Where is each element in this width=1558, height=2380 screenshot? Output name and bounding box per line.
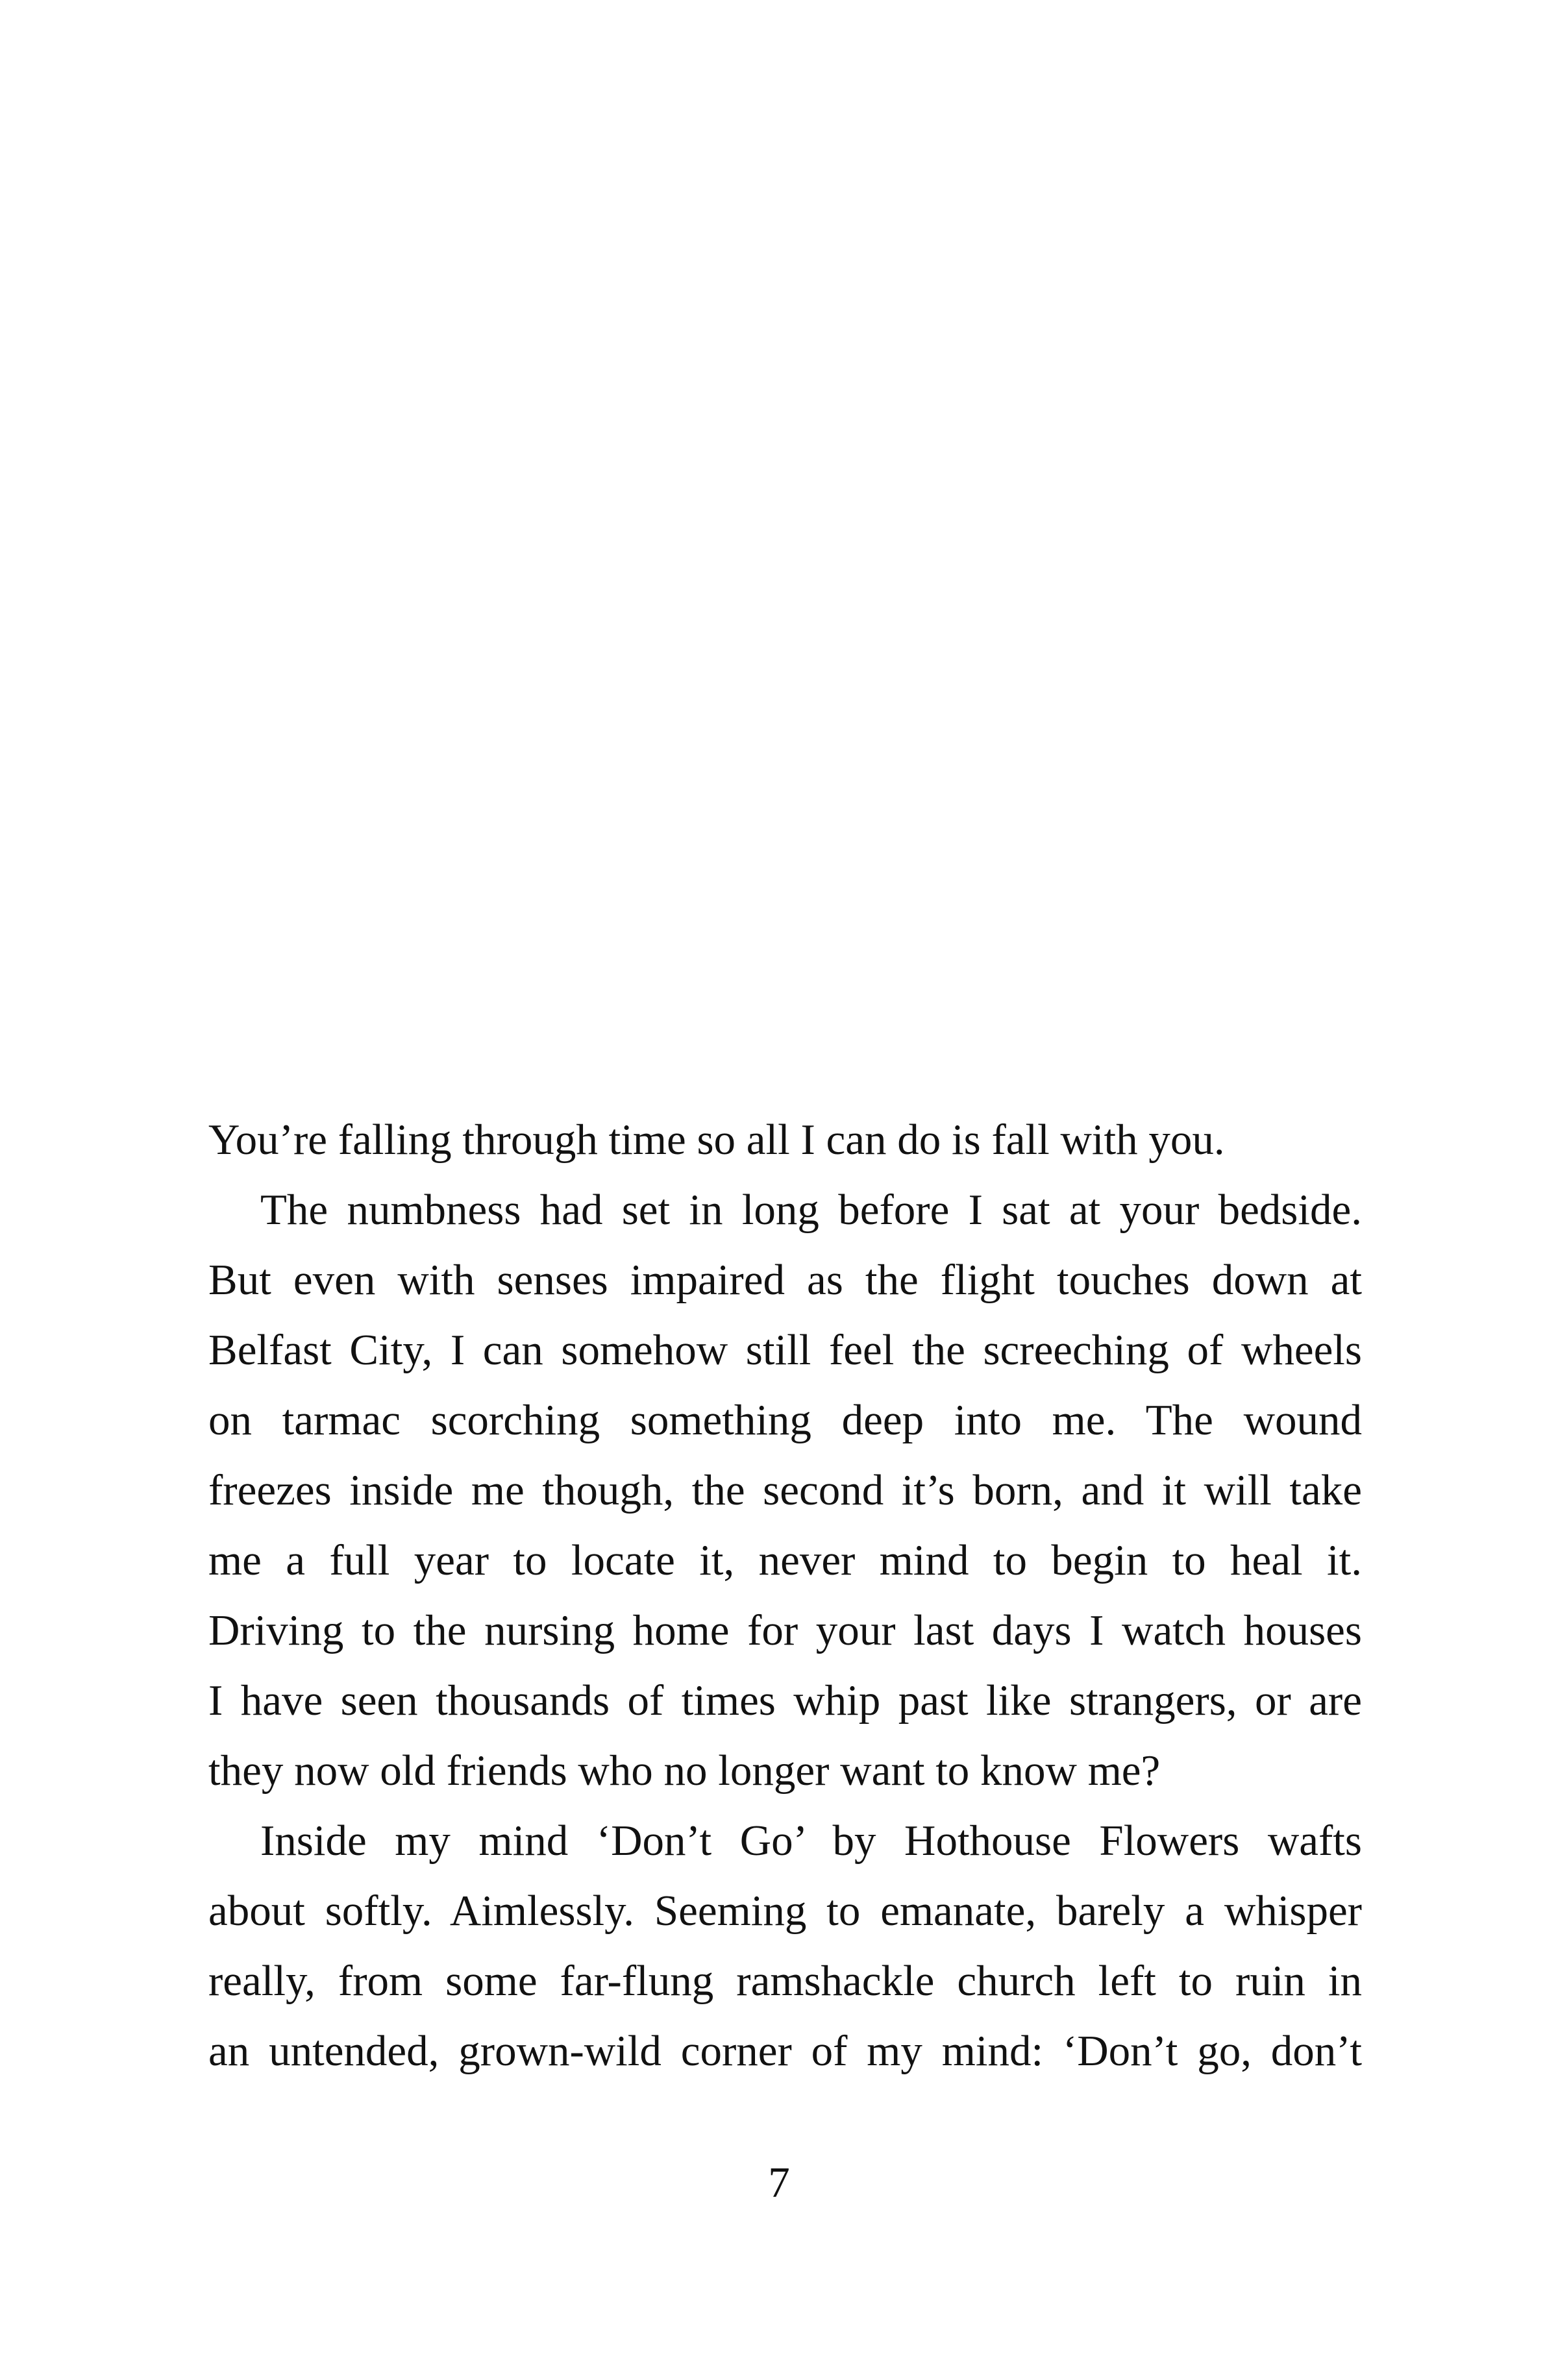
text-line: on tarmac scorching something deep into me. The wound (208, 1396, 1362, 1444)
text-line: But even with senses impaired as the flight touches down at (208, 1256, 1362, 1304)
text-line: about softly. Aimlessly. Seeming to emanate, barely a whisper (208, 1887, 1362, 1935)
text-line: You’re falling through time so all I can do is fall with you. (208, 1116, 1225, 1164)
text-line: freezes inside me though, the second it’s born, and it will take (208, 1466, 1362, 1514)
body-text (208, 1105, 1362, 2086)
text-line: really, from some far-flung ramshackle church left to ruin in (208, 1957, 1362, 2005)
text-line: they now old friends who no longer want to know me? (208, 1747, 1161, 1795)
text-line: me a full year to locate it, never mind to begin to heal it. (208, 1536, 1362, 1584)
text-line: Belfast City, I can somehow still feel the screeching of wheels (208, 1326, 1362, 1374)
page-number: 7 (768, 2159, 790, 2207)
text-line: an untended, grown-wild corner of my mind: ‘Don’t go, don’t (208, 2027, 1362, 2075)
text-line: The numbness had set in long before I sat at your bedside. (260, 1186, 1362, 1234)
text-line: I have seen thousands of times whip past like strangers, or are (208, 1676, 1362, 1724)
text-line: Driving to the nursing home for your last days I watch houses (208, 1606, 1362, 1654)
text-line: Inside my mind ‘Don’t Go’ by Hothouse Flowers wafts (260, 1817, 1362, 1865)
